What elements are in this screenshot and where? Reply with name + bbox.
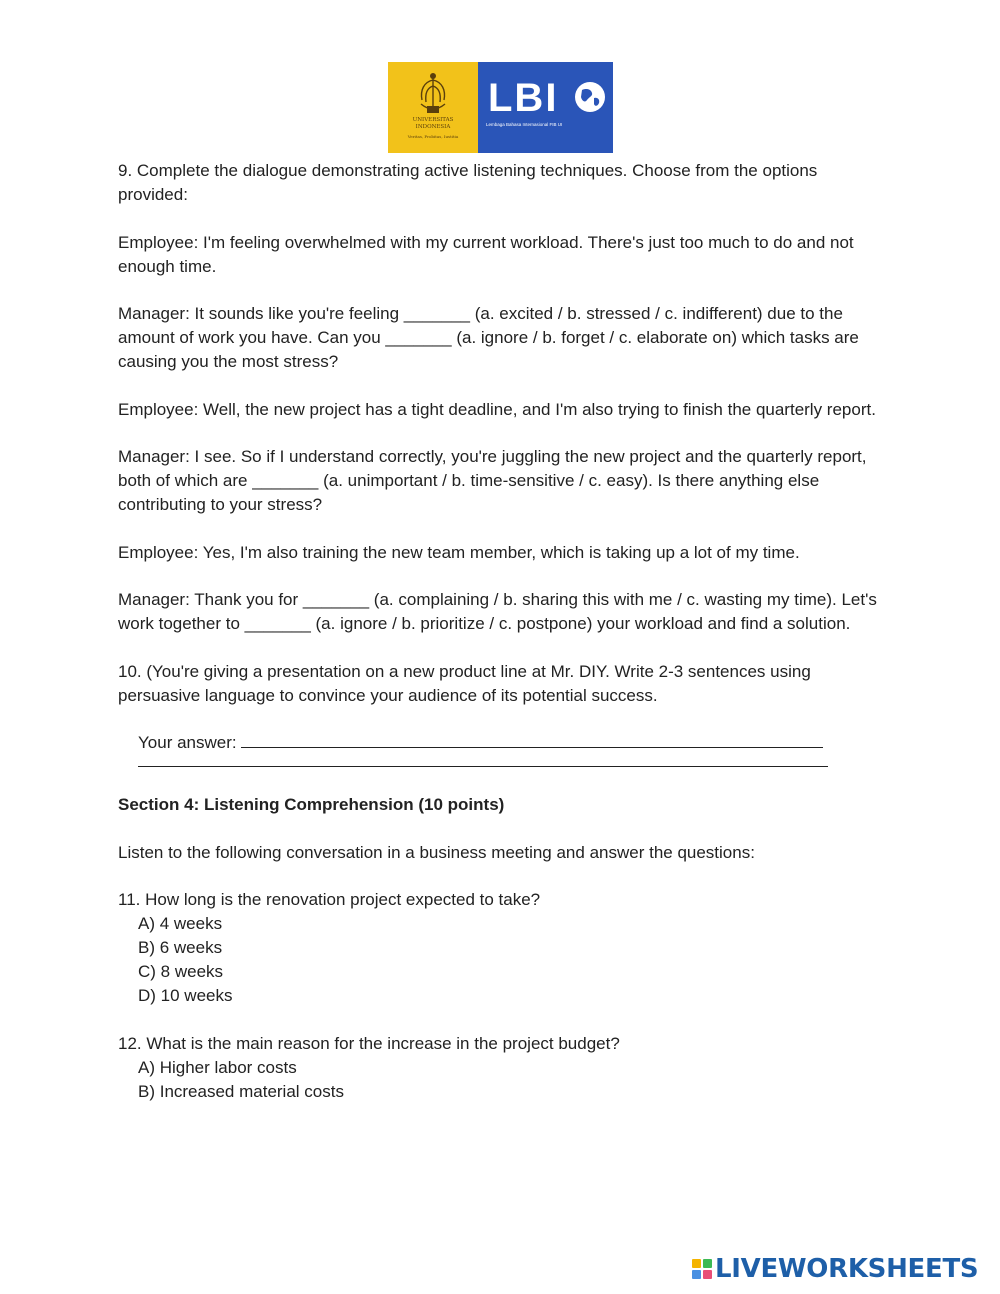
mark-tile [703,1270,712,1279]
mark-tile [692,1270,701,1279]
dialogue-line: Employee: Yes, I'm also training the new team member, which is taking up a lot of my time. [118,542,800,562]
dialogue-line: Manager: Thank you for _______ (a. complaining / b. sharing this with me / c. wasting my time). Let's work together to _______ (a. ignore / b. prioritize / c. postpone) your workload and find a solution. [118,590,877,633]
answer-option[interactable]: C) 8 weeks [138,962,224,981]
answer-option[interactable]: D) 10 weeks [138,986,233,1005]
globe-icon [573,80,607,114]
liveworksheets-footer [692,1254,978,1284]
q10-prompt: 10. (You're giving a presentation on a new product line at Mr. DIY. Write 2-3 sentences using persuasive language to convince your audience of its potential success. [118,661,811,705]
mark-tile [703,1259,712,1268]
universitas-indonesia-logo [388,62,478,153]
dialogue-line: Employee: I'm feeling overwhelmed with my current workload. There's just too much to do and not enough time. [118,232,854,276]
q11-prompt: 11. How long is the renovation project expected to take? [118,890,541,909]
answer-option[interactable]: B) 6 weeks [138,938,223,957]
answer-row [118,731,888,755]
lbi-logo [478,62,613,153]
q12-prompt: 12. What is the main reason for the increase in the project budget? [118,1033,620,1053]
dialogue-line: Employee: Well, the new project has a tight deadline, and I'm also trying to finish the quarterly report. [118,399,876,419]
answer-label: Your answer: [138,733,237,752]
mark-tile [692,1259,701,1268]
liveworksheets-mark-icon [692,1259,712,1279]
lbi-subtext: Lembaga Bahasa Internasional FIB UI [486,122,563,127]
ui-name: UNIVERSITAS INDONESIA [412,117,454,130]
header-logo [388,62,613,153]
liveworksheets-brand: LIVEWORKSHEETS [715,1254,979,1284]
section-heading: Section 4: Listening Comprehension (10 points) [118,795,505,814]
ui-motto: Veritas, Probitas, Iustitia [407,134,459,139]
answer-option[interactable]: A) Higher labor costs [138,1057,297,1077]
dialogue-line: Manager: It sounds like you're feeling _______ (a. excited / b. stressed / c. indifferent) due to the amount of work you have. Can you _______ (a. ignore / b. forget / c. elaborate on) which tasks are causing you the most stress? [118,304,859,371]
dialogue-line: Manager: I see. So if I understand correctly, you're juggling the new project and the quarterly report, both of which are _______ (a. unimportant / b. time-sensitive / c. easy). Is there anything else contributing to your stress? [118,447,867,514]
answer-option[interactable]: A) 4 weeks [138,914,223,933]
worksheet-content [118,159,888,1104]
section-intro: Listen to the following conversation in a business meeting and answer the questions: [118,842,755,862]
q9-prompt: 9. Complete the dialogue demonstrating active listening techniques. Choose from the options provided: [118,161,818,204]
answer-input-line[interactable] [241,733,823,748]
makara-emblem-icon [388,62,478,153]
answer-option[interactable]: B) Increased material costs [138,1081,344,1101]
lbi-letters: LBI [488,76,559,120]
